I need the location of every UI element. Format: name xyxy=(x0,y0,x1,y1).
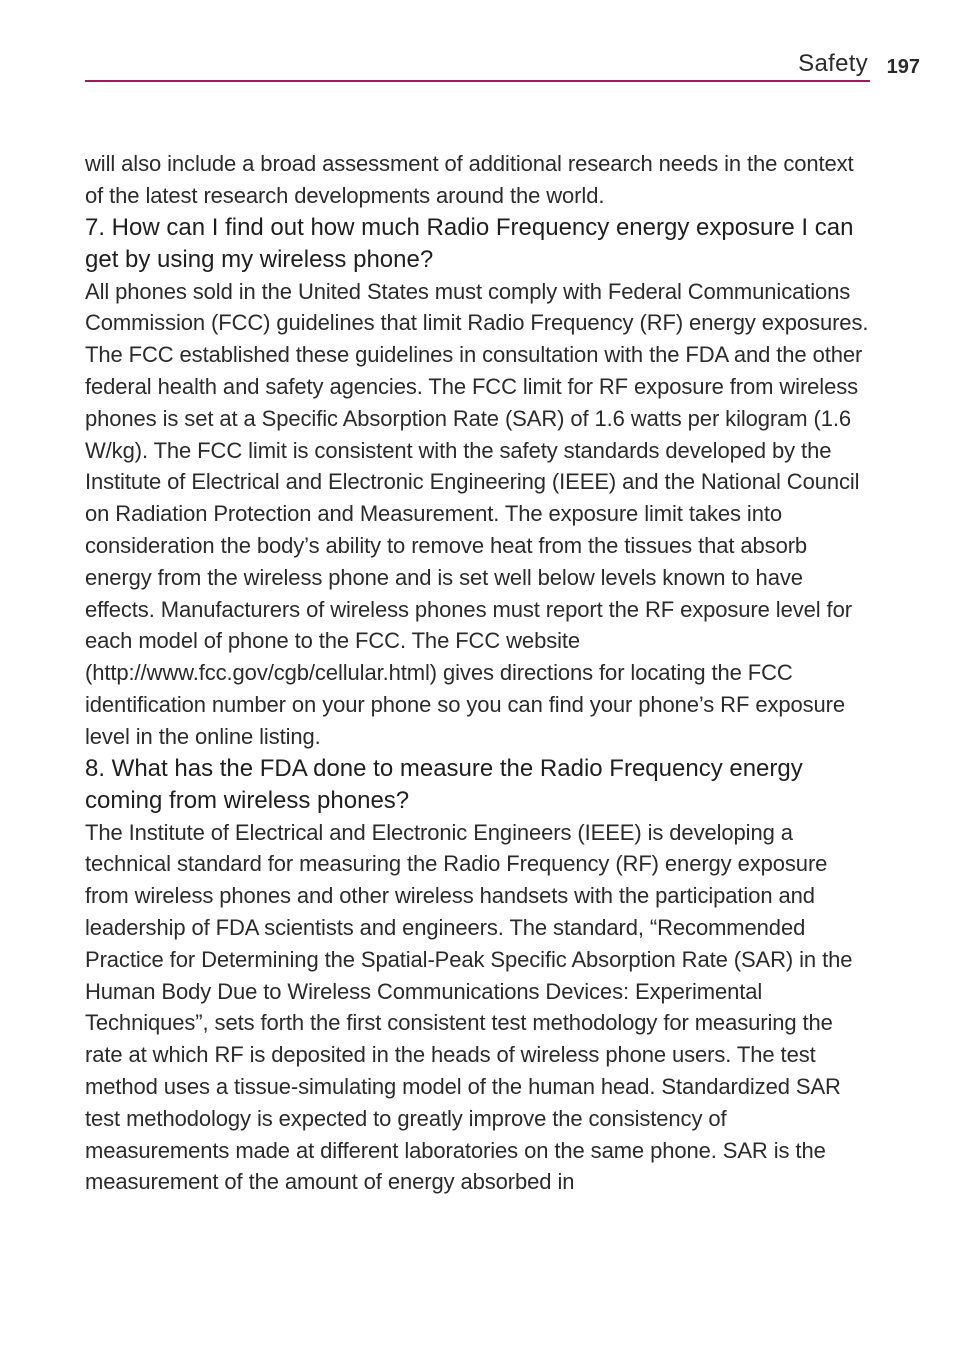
intro-paragraph: will also include a broad assessment of additional research needs in the context of the latest research developments around the world. xyxy=(85,151,854,208)
question-7-body: All phones sold in the United States must comply with Federal Communications Commission (FCC) guidelines that limit Radio Frequency (RF) energy exposures. The FCC established these guidelines in consultation with the FDA and the other federal health and safety agencies. The FCC limit for RF exposure from wireless phones is set at a Specific Absorption Rate (SAR) of 1.6 watts per kilogram (1.6 W/kg). The FCC limit is consistent with the safety standards developed by the Institute of Electrical and Electronic Engineering (IEEE) and the National Council on Radiation Protection and Measurement. The exposure limit takes into consideration the body’s ability to remove heat from the tissues that absorb energy from the wireless phone and is set well below levels known to have effects. Manufacturers of wireless phones must report the RF exposure level for each model of phone to the FCC. The FCC website (http://www.fcc.gov/cgb/cellular.html) gives directions for locating the FCC identification number on your phone so you can find your phone’s RF exposure level in the online listing. xyxy=(85,278,869,749)
question-8-body: The Institute of Electrical and Electronic Engineers (IEEE) is developing a technical standard for measuring the Radio Frequency (RF) energy exposure from wireless phones and other wireless handsets with the participation and leadership of FDA scientists and engineers. The standard, “Recommended Practice for Determining the Spatial-Peak Specific Absorption Rate (SAR) in the Human Body Due to Wireless Communications Devices: Experimental Techniques”, sets forth the first consistent test methodology for measuring the rate at which RF is deposited in the heads of wireless phone users. The test method uses a tissue-simulating model of the human head. Standardized SAR test methodology is expected to greatly improve the consistency of measurements made at different laboratories on the same phone. SAR is the measurement of the amount of energy absorbed in xyxy=(85,819,853,1195)
question-8-heading: 8. What has the FDA done to measure the Radio Frequency energy coming from wireless phones? xyxy=(85,754,803,814)
page-number: 197 xyxy=(886,56,920,78)
question-7-heading: 7. How can I find out how much Radio Frequency energy exposure I can get by using my wireless phone? xyxy=(85,213,854,273)
section-title: Safety xyxy=(798,50,868,77)
header-rule xyxy=(85,80,870,82)
page-header xyxy=(85,48,920,88)
page-content xyxy=(85,148,875,1198)
